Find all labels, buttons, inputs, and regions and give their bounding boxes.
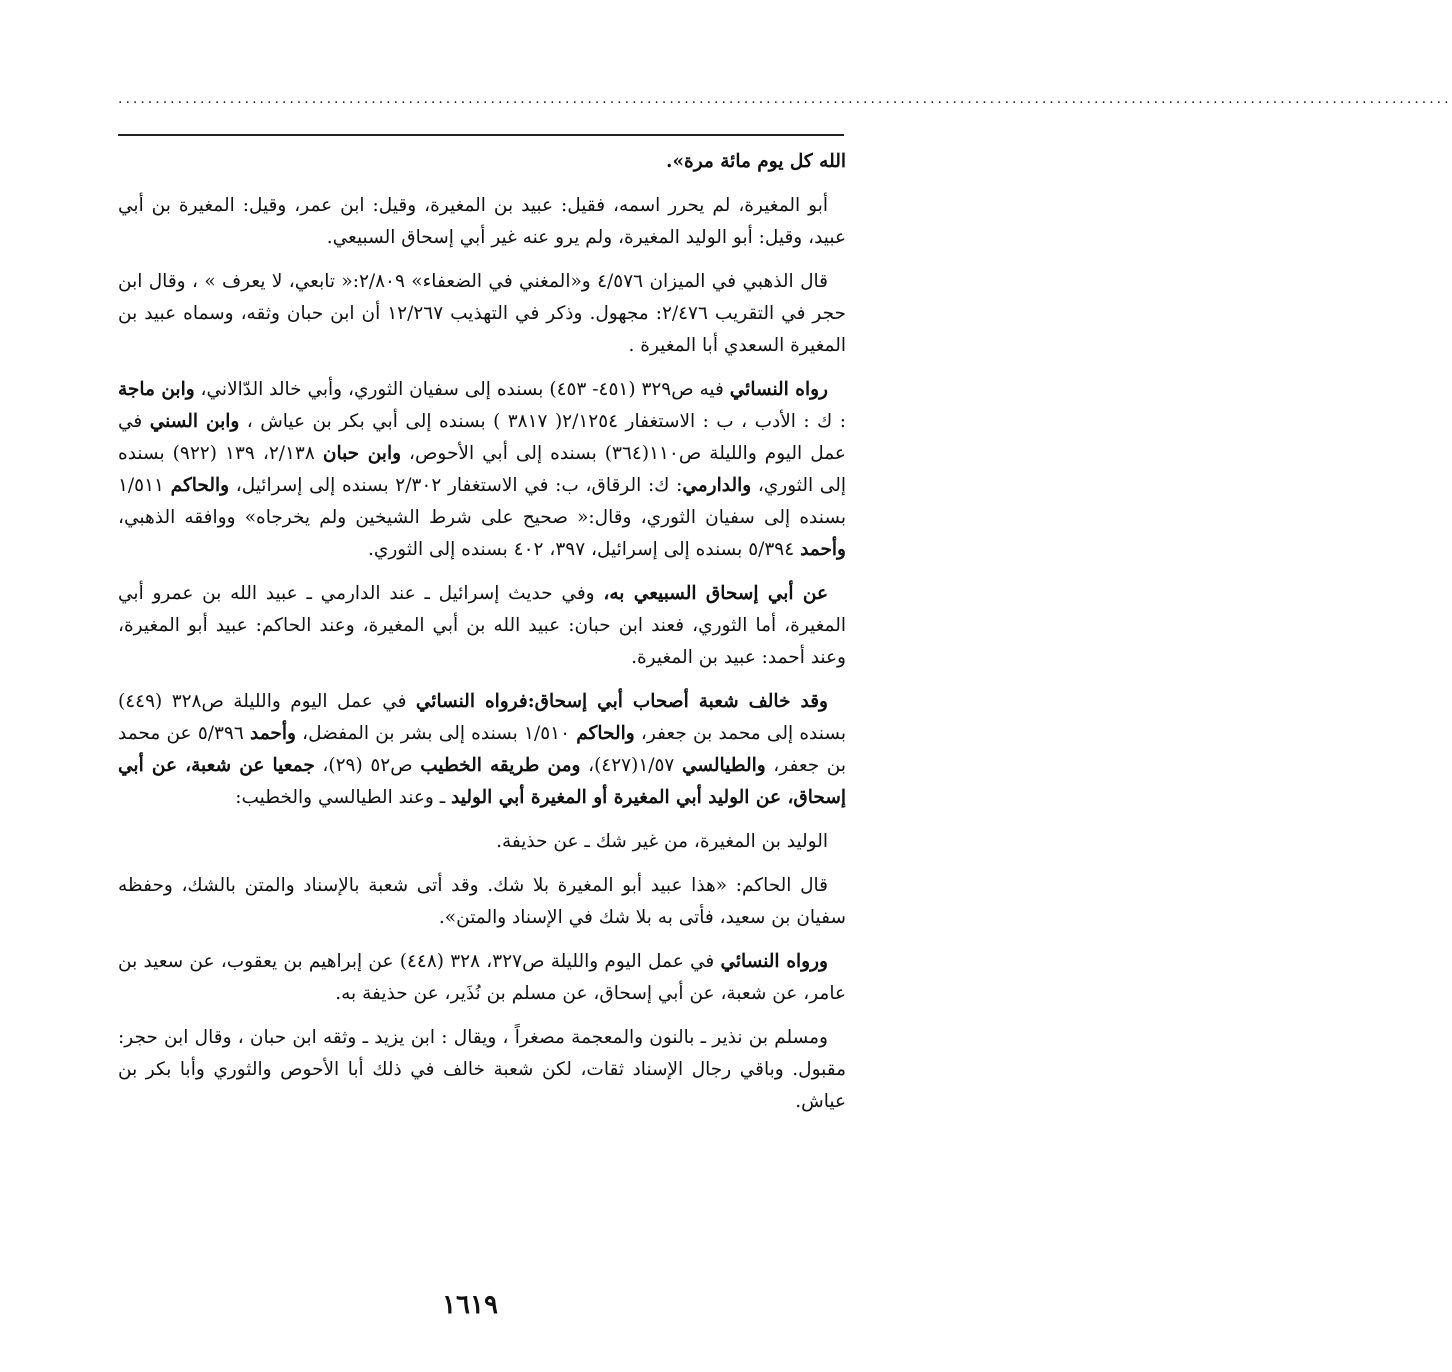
text-run: ١/٥٧(٤٢٧)، (580, 755, 682, 776)
bold-text-run: والدارمي (682, 475, 752, 496)
bold-text-run: وابن حبان (322, 443, 402, 464)
paragraph-6 (118, 686, 846, 814)
header-rule (118, 134, 844, 136)
bold-text-run: وابن السني (149, 411, 240, 432)
paragraph-9 (118, 946, 846, 1010)
paragraph-3 (118, 266, 846, 362)
paragraph-8 (118, 870, 846, 934)
text-run: ١/٥١١ بسنده إلى سفيان الثوري، وقال:« صحيح على شرط الشيخين ولم يخرجاه» ووافقه الذهبي، (118, 475, 846, 528)
bold-text-run: ومن طريقه الخطيب (420, 755, 581, 776)
text-run: ٢/١٣٨، ١٣٩ (٩٢٢) بسنده إلى الثوري، (118, 443, 847, 496)
bold-text-run: والحاكم (576, 723, 635, 744)
text-run: ٥/٣٩٤ بسنده إلى إسرائيل، ٣٩٧، ٤٠٢ بسنده إلى الثوري. (367, 539, 801, 560)
text-run: : ك: الرقاق، ب: في الاستغفار ٢/٣٠٢ بسنده إلى إسرائيل، (229, 475, 683, 496)
paragraph-1 (118, 146, 846, 178)
text-run: ١/٥١٠ بسنده إلى بشر بن المفضل، (295, 723, 577, 744)
page-number: ١٦١٩ (442, 1290, 498, 1320)
bold-text-run: وابن ماجة (118, 379, 195, 400)
text-run: قال الحاكم: «هذا عبيد أبو المغيرة بلا شك. وقد أتى شعبة بالإسناد والمتن بالشك، وحفظه سفيان بن سعيد، فأتى به بلا شك في الإسناد والمتن». (118, 875, 846, 928)
paragraph-10 (118, 1022, 846, 1118)
document-body (118, 146, 846, 1130)
bold-text-run: وقد خالف شعبة أصحاب أبي إسحاق:فرواه النسائي (415, 691, 828, 712)
text-run: الوليد بن المغيرة، من غير شك ـ عن حذيفة. (496, 831, 828, 852)
text-run: وفي حديث إسرائيل ـ عند الدارمي ـ عبيد الله بن عمرو أبي المغيرة، أما الثوري، فعند ابن حبان: عبيد الله بن أبي المغيرة، وعند الحاكم: عبيد أبو المغيرة، وعند أحمد: عبيد بن المغيرة. (118, 583, 846, 668)
bold-text-run: والحاكم (170, 475, 230, 496)
text-run: ومسلم بن نذير ـ بالنون والمعجمة مصغراً ، ويقال : ابن يزيد ـ وثقه ابن حبان ، وقال ابن حجر: مقبول. وباقي رجال الإسناد ثقات، لكن شعبة خالف في ذلك أبا الأحوص والثوري وأبا بكر بن عياش. (118, 1027, 846, 1112)
text-run: في عمل اليوم والليلة ص٣٢٨ (٤٤٩) بسنده إلى محمد بن جعفر، (118, 691, 846, 744)
text-run: ص٥٢ (٢٩)، (314, 755, 421, 776)
paragraph-7 (118, 826, 846, 858)
text-run: ـ وعند الطيالسي والخطيب: (235, 787, 452, 808)
text-run: ٥/٣٩٦ عن محمد بن جعفر، (118, 723, 847, 776)
text-run: أبو المغيرة، لم يحرر اسمه، فقيل: عبيد بن المغيرة، وقيل: ابن عمر، وقيل: المغيرة بن أبي عبيد، وقيل: أبو الوليد المغيرة، ولم يرو عنه غير أبي إسحاق السبيعي. (118, 195, 846, 248)
bold-text-run: جمعيا عن شعبة، عن أبي إسحاق، عن الوليد أبي المغيرة أو المغيرة أبي الوليد (118, 755, 846, 808)
bold-text-run: رواه النسائي (729, 379, 828, 400)
bold-text-run: وأحمد (250, 723, 296, 744)
bold-text-run: الله كل يوم مائة مرة». (666, 151, 846, 172)
bold-text-run: ورواه النسائي (720, 951, 828, 972)
text-run: في عمل اليوم والليلة ص١١٠(٣٦٤) بسنده إلى أبي الأحوص، (118, 411, 846, 464)
header-dotted-line: ................................................................................................................................................................................... (118, 91, 1452, 107)
paragraph-4 (118, 374, 846, 566)
text-run: فيه ص٣٢٩ (٤٥١- ٤٥٣) بسنده إلى سفيان الثوري، وأبي خالد الدّالاني، (194, 379, 730, 400)
text-run: في عمل اليوم والليلة ص٣٢٧، ٣٢٨ (٤٤٨) عن إبراهيم بن يعقوب، عن سعيد بن عامر، عن شعبة، عن أبي إسحاق، عن مسلم بن نُذَير، عن حذيفة به. (118, 951, 846, 1004)
bold-text-run: والطيالسي (682, 755, 766, 776)
text-run: قال الذهبي في الميزان ٤/٥٧٦ و«المغني في الضعفاء» ٢/٨٠٩:« تابعي، لا يعرف » ، وقال ابن حجر في التقريب ٢/٤٧٦: مجهول. وذكر في التهذيب ١٢/٢٦٧ أن ابن حبان وثقه، وسماه عبيد بن المغيرة السعدي أبا المغيرة . (118, 271, 846, 356)
paragraph-2 (118, 190, 846, 254)
text-run: : ك : الأدب ، ب : الاستغفار ٢/١٢٥٤( ٣٨١٧ ) بسنده إلى أبي بكر بن عياش ، (239, 411, 846, 432)
bold-text-run: وأحمد (800, 539, 846, 560)
paragraph-5 (118, 578, 846, 674)
bold-text-run: عن أبي إسحاق السبيعي به، (603, 583, 828, 604)
